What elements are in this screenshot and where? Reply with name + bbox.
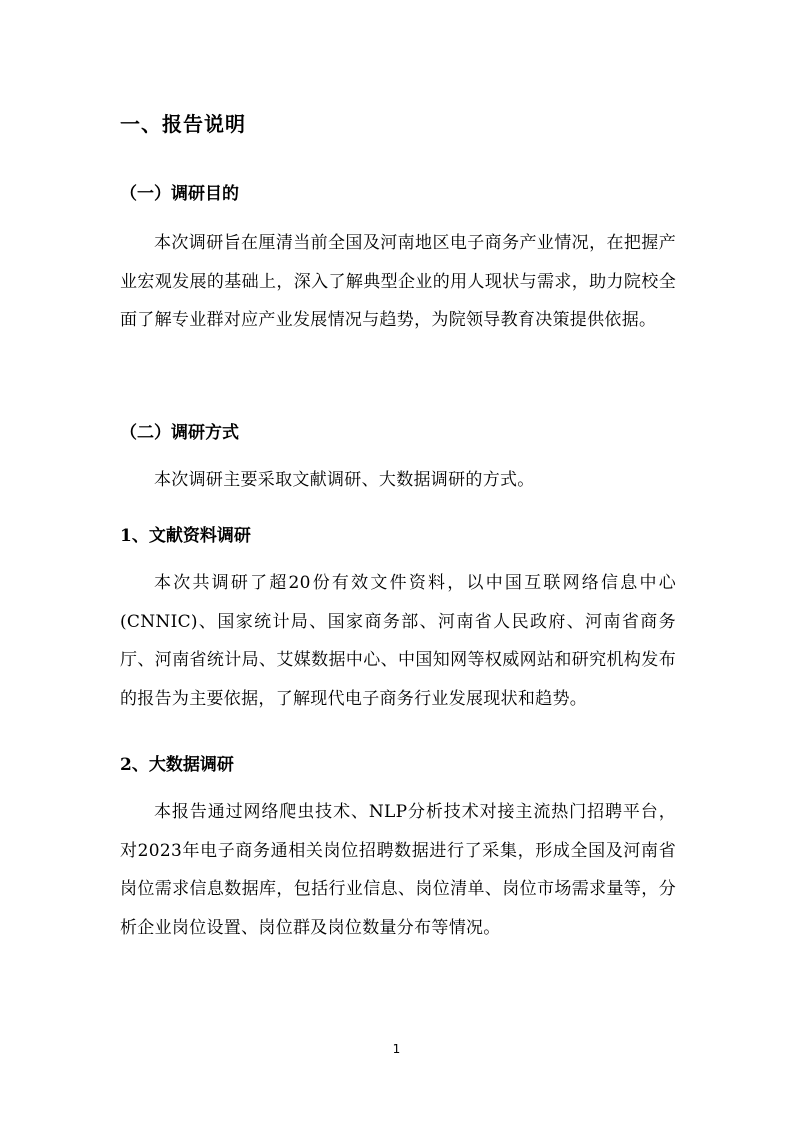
- subsection-heading-research-method: （二）调研方式: [120, 423, 239, 443]
- item-heading-big-data-research: 2、大数据调研: [120, 755, 234, 775]
- paragraph-research-method: 本次调研主要采取文献调研、大数据调研的方式。: [154, 470, 535, 490]
- item-heading-literature-research: 1、文献资料调研: [120, 526, 251, 546]
- paragraph-research-purpose: 本次调研旨在厘清当前全国及河南地区电子商务产业情况，在把握产业宏观发展的基础上，深入了解典型企业的用人现状与需求，助力院校全面了解专业群对应产业发展情况与趋势，为院领导教育决策提供依据。: [120, 233, 676, 330]
- section-heading-report-description: 一、报告说明: [120, 112, 246, 136]
- subsection-heading-research-purpose: （一）调研目的: [120, 184, 239, 204]
- paragraph-literature-research: 本次共调研了超20份有效文件资料，以中国互联网络信息中心(CNNIC)、国家统计局、国家商务部、河南省人民政府、河南省商务厅、河南省统计局、艾媒数据中心、中国知网等权威网站和研究机构发布的报告为主要依据，了解现代电子商务行业发展现状和趋势。: [120, 573, 676, 709]
- paragraph-big-data-research: 本报告通过网络爬虫技术、NLP分析技术对接主流热门招聘平台，对2023年电子商务通相关岗位招聘数据进行了采集，形成全国及河南省岗位需求信息数据库，包括行业信息、岗位清单、岗位市场需求量等，分析企业岗位设置、岗位群及岗位数量分布等情况。: [120, 802, 676, 938]
- page-number: 1: [392, 1042, 401, 1056]
